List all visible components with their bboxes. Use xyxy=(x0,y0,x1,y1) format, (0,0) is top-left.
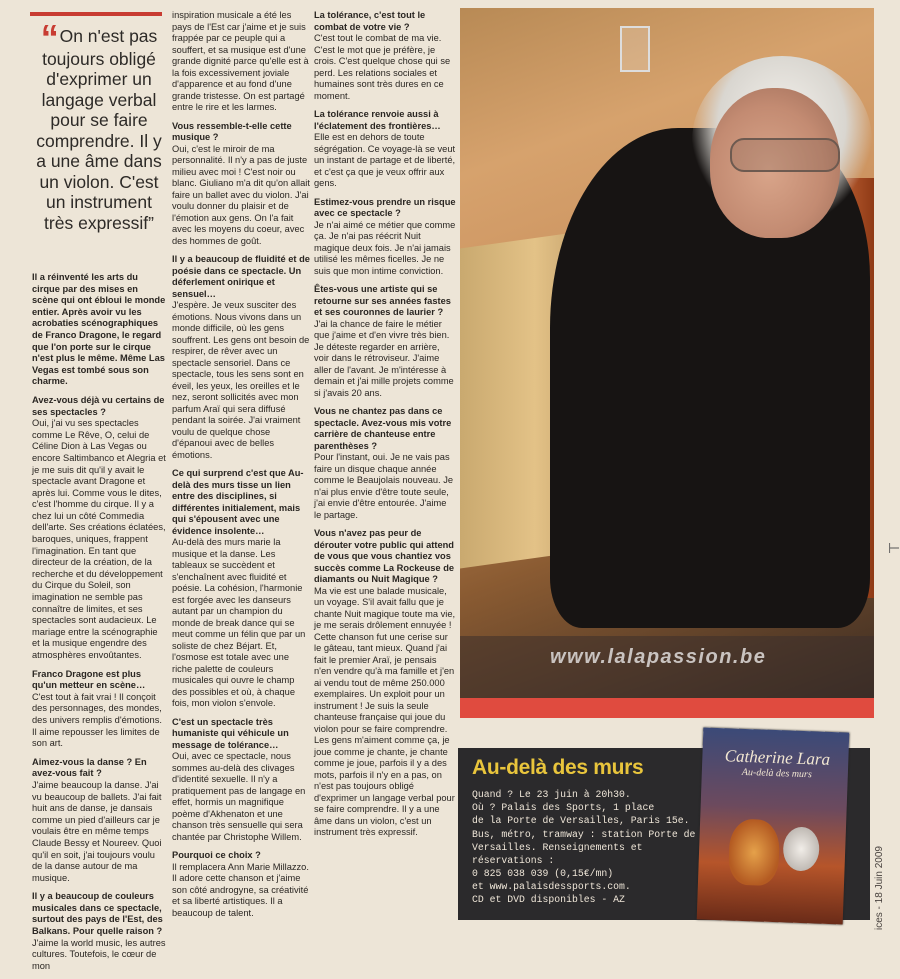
article-column-3 xyxy=(314,10,456,846)
poster-portrait xyxy=(782,826,820,871)
interview-question: Il y a beaucoup de fluidité et de poésie dans ce spectacle. Un déferlement onirique et sensuel… xyxy=(172,254,310,299)
interview-question: C'est un spectacle très humaniste qui véhicule un message de tolérance… xyxy=(172,716,289,750)
qa-item xyxy=(32,669,166,750)
interview-answer: Pour l'instant, oui. Je ne vais pas faire un disque chaque année comme le Beaujolais nouveau. Je n'ai plus envie d'être toute seule, j'ai envie d'être entourée. J'aime le partage. xyxy=(314,452,454,520)
qa-item xyxy=(314,109,456,190)
qa-item xyxy=(32,395,166,662)
qa-item xyxy=(172,468,310,710)
qa-list-2 xyxy=(172,10,310,919)
interview-question: Estimez-vous prendre un risque avec ce spectacle ? xyxy=(314,196,456,218)
interview-question: La tolérance renvoie aussi à l'éclatement des frontières… xyxy=(314,109,441,131)
event-detail-line: Où ? Palais des Sports, 1 place xyxy=(472,802,655,814)
interview-answer: C'est tout à fait vrai ! Il conçoit des personnages, des mondes, des univers remplis d'émotions. Il aime repousser les limites de son art. xyxy=(32,691,162,749)
interview-question: La tolérance, c'est tout le combat de votre vie ? xyxy=(314,10,426,32)
interview-answer: Elle est en dehors de toute ségrégation. Ce voyage-là se veut un instant de partage et de liberté, et c'est ça que je veux offrir aux gens. xyxy=(314,132,456,188)
article-lead: Il a réinventé les arts du cirque par des mises en scène qui ont ébloui le monde entier. Après avoir vu les acrobaties scénographiques de Franco Dragone, le regard que l'on porte sur le cirque n'est plus le même. Même Las Vegas est tombé sous son charme. xyxy=(32,272,166,387)
article-column-1 xyxy=(32,272,166,979)
interview-question: Vous ne chantez pas dans ce spectacle. Avez-vous mis votre carrière de chanteuse entre parenthèses ? xyxy=(314,406,452,451)
interview-question: Franco Dragone est plus qu'un metteur en scène… xyxy=(32,668,146,691)
watermark-url: www.lalapassion.be xyxy=(550,646,767,668)
article-column-2 xyxy=(172,10,310,926)
poster-mask-figure xyxy=(728,819,780,887)
interview-question: Vous n'avez pas peur de dérouter votre public qui attend de vous que vous chantiez vos succès comme La Rockeuse de diamants ou Nuit Magique ? xyxy=(314,528,455,584)
interview-answer: Oui, avec ce spectacle, nous sommes au-delà des clivages d'identité sexuelle. Il n'y a pratiquement pas de langage en effet, hormis un magnifique poème d'Akhenaton et une chanson très sensuelle qui sera chantée par Christophe Willem. xyxy=(172,751,306,842)
interview-answer: C'est tout le combat de ma vie. C'est le mot que je préfère, je crois. C'est quelque chose qui se perd. Les relations sociales et humaines sont très dures en ce moment. xyxy=(314,33,451,101)
qa-list-1 xyxy=(32,395,166,973)
interview-answer: J'espère. Je veux susciter des émotions. Nous vivons dans un monde difficile, où les gens souffrent. Les gens ont besoin de respirer, de rêver avec un spectacle sensoriel. Dans ce spectacle, tous les sens sont en éveil, les yeux, les oreilles et le nez, seront sollicités avec mon parfum Araï qui sera diffusé pendant la soirée. J'ai vraiment voulu de quelque chose d'épanoui avec de belles émotions. xyxy=(172,300,310,460)
interview-answer: J'aime la world music, les autres cultures. Toutefois, le cœur de mon xyxy=(32,937,166,971)
event-details xyxy=(472,788,712,894)
page-date: ices - 18 Juin 2009 xyxy=(874,846,885,930)
interview-question: Avez-vous déjà vu certains de ses spectacles ? xyxy=(32,394,165,417)
qa-item xyxy=(172,850,310,919)
interview-answer: J'ai la chance de faire le métier que j'aime et d'en vivre très bien. Je déteste regarder en arrière, voir dans le rétroviseur. J'aime aller de l'avant. Je m'intéresse à demain et j'ai mille projets comme si j'avais 20 ans. xyxy=(314,318,454,398)
qa-item xyxy=(172,254,310,461)
interview-question: Il y a beaucoup de couleurs musicales dans ce spectacle, surtout des pays de l'Est, des Balkans. Pour quelle raison ? xyxy=(32,891,163,937)
interview-question: Aimez-vous la danse ? En avez-vous fait ? xyxy=(32,756,147,779)
event-detail-line: Bus, métro, tramway : station Porte de xyxy=(472,828,696,840)
interview-question: Vous ressemble-t-elle cette musique ? xyxy=(172,120,292,142)
event-detail-line: Quand ? Le 23 juin à 20h30. xyxy=(472,789,631,800)
qa-item xyxy=(32,891,166,972)
qa-item xyxy=(172,121,310,248)
qa-item xyxy=(172,10,310,114)
qa-item xyxy=(314,528,456,839)
interview-answer: Au-delà des murs marie la musique et la danse. Les tableaux se succèdent et s'enchaînent avec fluidité et poésie. La cohésion, l'harmonie est forgée avec les danseurs autant par un champion du monde de break dance qui se meut comme un félin que par un soliste de chez Béjart. Et, l'osmose est totale avec une riche palette de couleurs musicales qui ouvre le champ des possibles et où, à chaque fois, mon violon s'envole. xyxy=(172,537,306,708)
interview-question: Ce qui surprend c'est que Au-delà des murs tisse un lien entre des disciplines, si différentes initialement, mais qui s'épousent avec une évidence insolente… xyxy=(172,468,304,536)
interview-answer: Ma vie est une balade musicale, un voyage. S'il avait fallu que je chante Nuit magique toute ma vie, je me serais drôlement ennuyée ! Cette chanson fut une cerise sur le gâteau, tant mieux. Quand j'ai fait le premier Araï, je pensais n'en vendre qu'à ma famille et j'en ai vendu tout de même 250.000 exemplaires. Un exploit pour un instrument ! Je suis la seule chanteuse française qui joue du violon pour se faire comprendre. Les gens m'aiment comme ça, je joue comme je chante, je chante comme je joue, parfois il y a des mots, parfois il n'y en a pas, on n'est pas toujours obligé d'exprimer un langage verbal pour se faire comprendre. Il y a une âme dans un violon, c'est un instrument très expressif. xyxy=(314,585,456,837)
accent-rule xyxy=(30,12,162,16)
qa-item xyxy=(172,717,310,844)
event-detail-line: 0 825 038 039 (0,15€/mn) xyxy=(472,868,614,880)
interview-answer: Il remplacera Ann Marie Millazzo. Il adore cette chanson et j'aime son côté androgyne, sa créativité et sa liberté artistiques. Il a beaucoup de talent. xyxy=(172,861,309,918)
interview-answer: inspiration musicale a été les pays de l'Est car j'aime et je suis frappée par ce peuple qui a souffert, et sa musique est d'une grande dignité parce qu'elle est à la fois excessivement joviale d'apparence et au fond d'une grande tristesse. On est partagé entre le rire et les larmes. xyxy=(172,10,309,112)
poster-artist-name: Catherine Lara xyxy=(724,746,831,769)
event-detail-line: Versailles. Renseignements et réservations : xyxy=(472,841,643,867)
photo-glasses xyxy=(730,138,840,172)
event-detail-line: de la Porte de Versailles, Paris 15e. xyxy=(472,815,690,827)
qa-item xyxy=(32,757,166,885)
interview-answer: Oui, j'ai vu ses spectacles comme Le Rêve, O, celui de Céline Dion à Las Vegas ou encore Saltimbanco et Alegria et je me suis dit qu'il y avait le spectacle avant Dragone et après lui. Comme vous le dites, c'est l'homme du cirque. Il y a chez lui un côté Commedia dell'arte. Ses créations éclatées, baroques, uniques, frappent l'imagination. En tant que directeur de la création, de la recherche et du développement du Cirque du Soleil, son imagination ne semble pas connaître de limites, et ses spectacles sont audacieux. Le mariage entre la scénographie et la musique engendre des atmosphères envoûtantes. xyxy=(32,418,166,660)
pull-quote xyxy=(32,17,166,233)
margin-mark: ⊢ xyxy=(888,540,900,556)
pull-quote-text: On n'est pas toujours obligé d'exprimer un langage verbal pour se faire comprendre. Il y a une âme dans un violon. C'est un instrument très expressif” xyxy=(36,26,162,233)
accent-bar xyxy=(460,698,874,718)
interview-question: Êtes-vous une artiste qui se retourne sur ses années fastes et ses couronnes de laurier ? xyxy=(314,284,451,317)
qa-item xyxy=(314,406,456,521)
interview-question: Pourquoi ce choix ? xyxy=(172,850,261,860)
event-title: Au-delà des murs xyxy=(472,756,644,779)
cd-dvd-note: CD et DVD disponibles - AZ xyxy=(472,894,625,905)
interview-answer: Je n'ai aimé ce métier que comme ça. Je n'ai pas réécrit Nuit magique deux fois. Je n'ai jamais utilisé les mêmes ficelles. Je ne suis que mon intime conviction. xyxy=(314,219,456,276)
photo-lamp xyxy=(620,26,650,72)
qa-item xyxy=(314,197,456,278)
event-poster xyxy=(697,728,850,925)
qa-list-3 xyxy=(314,10,456,839)
qa-item xyxy=(314,10,456,102)
portrait-photo xyxy=(460,8,874,698)
quote-mark: “ xyxy=(40,17,55,58)
interview-answer: J'aime beaucoup la danse. J'ai vu beaucoup de ballets. J'ai fait huit ans de danse, je dansais comme un pied d'ailleurs car je voulais être en même temps Claude Bessy et Noureev. Quoi qu'il en soit, j'ai toujours voulu de la danse autour de ma musique. xyxy=(32,779,162,883)
interview-answer: Oui, c'est le miroir de ma personnalité. Il n'y a pas de juste milieu avec moi ! C'est noir ou blanc. Giuliano m'a dit qu'on allait faire un ballet avec du violon. J'ai voulu donner du plaisir et de l'émotion aux gens. On l'a fait avec les moyens du coeur, avec des hommes de goût. xyxy=(172,143,310,246)
poster-subtitle: Au-delà des murs xyxy=(741,766,813,781)
qa-item xyxy=(314,284,456,399)
event-detail-line: et www.palaisdessports.com. xyxy=(472,881,631,893)
